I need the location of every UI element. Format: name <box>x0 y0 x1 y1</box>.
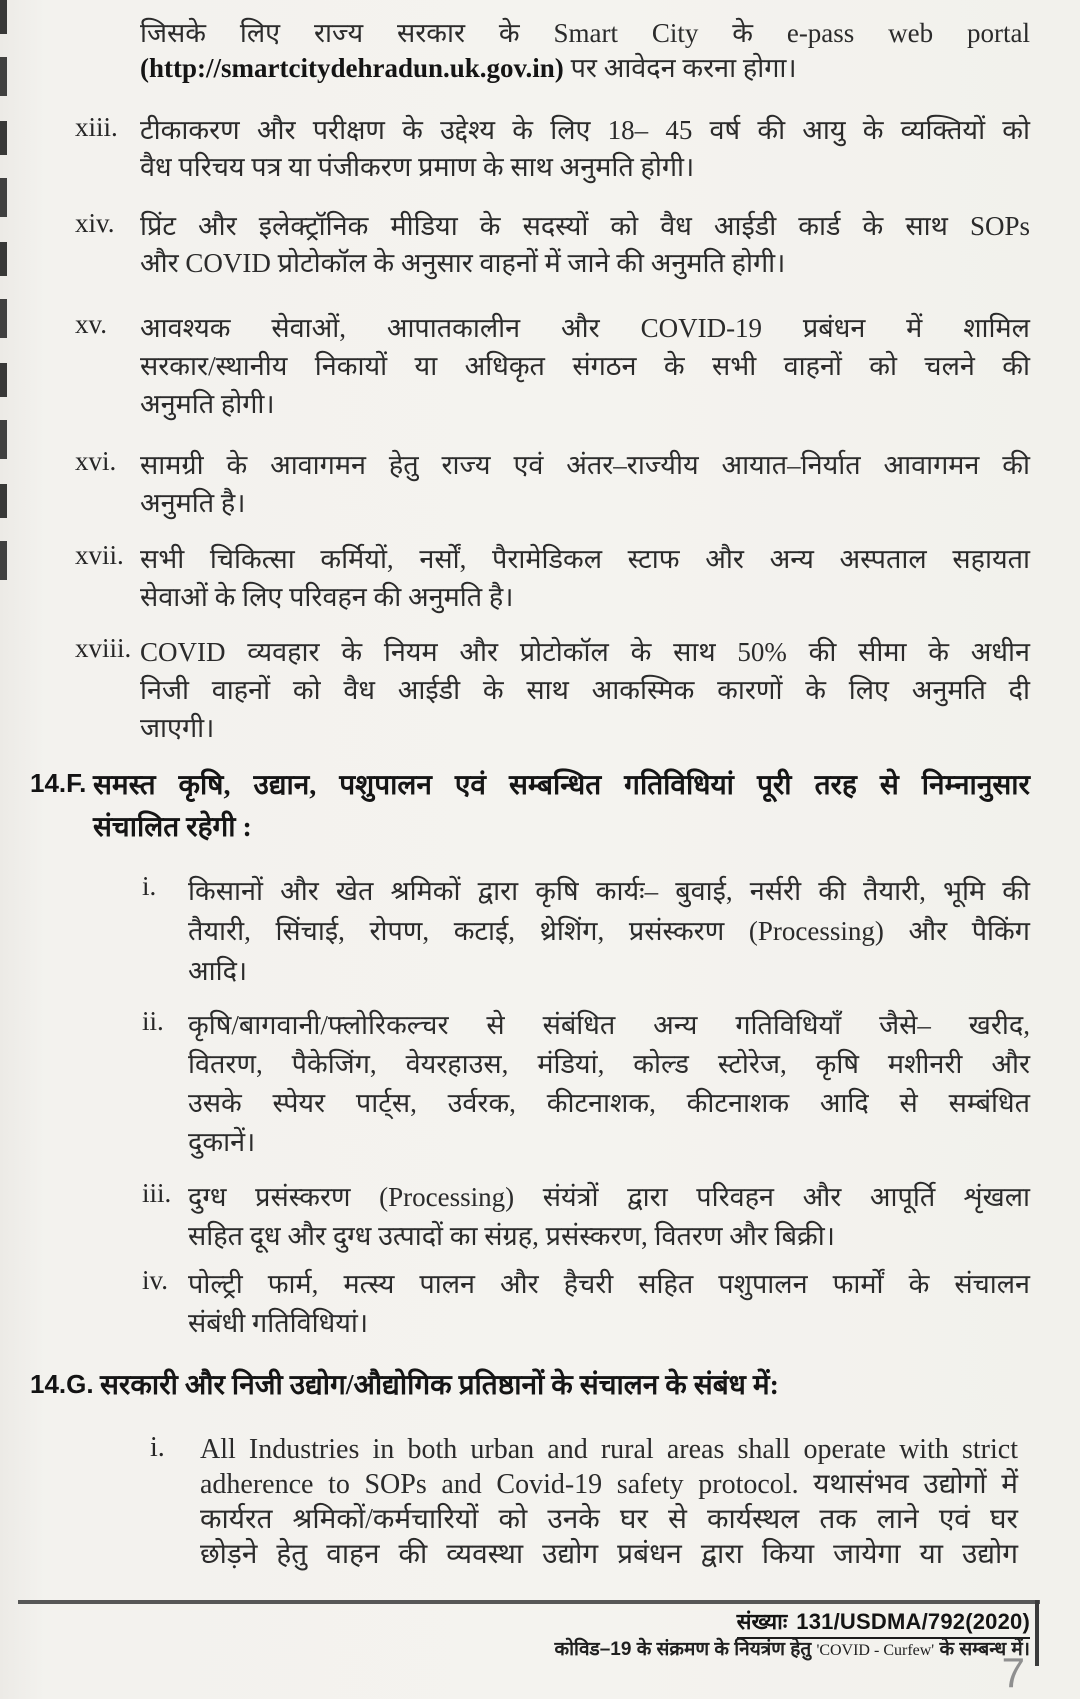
text-line: और COVID प्रोटोकॉल के अनुसार वाहनों में जाने की अनुमति होगी। <box>140 248 786 278</box>
text-line: निजी वाहनों को वैध आईडी के साथ आकस्मिक कारणों के लिए अनुमति दी <box>140 675 1030 705</box>
item-xv <box>140 309 1030 423</box>
text-line: कृषि/बागवानी/फ्लोरिकल्चर से संबंधित अन्य गतिविधियाँ जैसे– खरीद, <box>188 1010 1030 1040</box>
item-xviii <box>140 633 1030 747</box>
list-marker-g-i: i. <box>150 1432 165 1463</box>
footer-subject <box>555 1635 1030 1661</box>
section-14f-heading <box>93 765 1030 849</box>
item-f-i <box>188 871 1030 991</box>
intro-paragraph <box>140 16 1030 86</box>
text-line: संबंधी गतिविधियां। <box>188 1308 369 1338</box>
item-f-ii <box>188 1006 1030 1162</box>
item-xiii <box>140 112 1030 186</box>
text-line: अनुमति है। <box>140 488 246 518</box>
text-line: किसानों और खेत श्रमिकों द्वारा कृषि कार्यः– बुवाई, नर्सरी की तैयारी, भूमि की <box>188 876 1030 906</box>
footer-subject-latin: 'COVID - Curfew' <box>816 1642 935 1659</box>
footer-subject-pre: कोविड–19 के संक्रमण के नियत्रंण हेतु <box>554 1639 817 1660</box>
text-line: COVID व्यवहार के नियम और प्रोटोकॉल के साथ 50% की सीमा के अधीन <box>140 637 1030 667</box>
list-marker-f-iii: iii. <box>142 1178 172 1208</box>
text-line <box>140 51 1030 86</box>
footer-subject-post: के सम्बन्ध में। <box>934 1639 1030 1660</box>
scan-edge-artifact <box>0 0 7 592</box>
text-line: छोड़ने हेतु वाहन की व्यवस्था उद्योग प्रबंधन द्वारा किया जायेगा या उद्योग <box>200 1539 1018 1570</box>
item-f-iv <box>188 1265 1030 1343</box>
text-line: सामग्री के आवागमन हेतु राज्य एवं अंतर–राज्यीय आयात–निर्यात आवागमन की <box>140 450 1030 480</box>
text-line: टीकाकरण और परीक्षण के उद्देश्य के लिए 18– 45 वर्ष की आयु के व्यक्तियों को <box>140 115 1030 145</box>
list-marker-xviii: xviii. <box>75 633 132 663</box>
heading-line: संचालित रहेगी : <box>93 812 252 843</box>
list-marker-xv: xv. <box>75 309 107 339</box>
text-line: सहित दूध और दुग्ध उत्पादों का संग्रह, प्रसंस्करण, वितरण और बिक्री। <box>188 1221 835 1251</box>
text-line: अनुमति होगी। <box>140 389 275 419</box>
list-marker-f-i: i. <box>142 871 157 901</box>
text-line: प्रिंट और इलेक्ट्रॉनिक मीडिया के सदस्यों को वैध आईडी कार्ड के साथ SOPs <box>140 211 1030 241</box>
text-after-url: पर आवेदन करना होगा। <box>563 53 797 83</box>
heading-line: सरकारी और निजी उद्योग/औद्योगिक प्रतिष्ठानों के संचालन के संबंध में: <box>100 1370 779 1401</box>
heading-line: समस्त कृषि, उद्यान, पशुपालन एवं सम्बन्धित गतिविधियां पूरी तरह से निम्नानुसार <box>93 770 1030 801</box>
item-xiv <box>140 208 1030 282</box>
text-line: सभी चिकित्सा कर्मियों, नर्सों, पैरामेडिकल स्टाफ और अन्य अस्पताल सहायता <box>140 544 1030 574</box>
list-marker-f-ii: ii. <box>142 1006 164 1036</box>
section-label-14f: 14.F. <box>30 768 87 798</box>
text-line: दुग्ध प्रसंस्करण (Processing) संयंत्रों द्वारा परिवहन और आपूर्ति शृंखला <box>188 1182 1030 1212</box>
text-line: वितरण, पैकेजिंग, वेयरहाउस, मंडियां, कोल्ड स्टोरेज, कृषि मशीनरी और <box>188 1049 1030 1079</box>
footer-ref-number: 131/USDMA/792(2020) <box>796 1609 1030 1634</box>
text-line: adherence to SOPs and Covid-19 safety protocol. यथासंभव उद्योगों में <box>200 1469 1018 1500</box>
page-number: 7 <box>1001 1649 1025 1696</box>
section-14g-heading <box>100 1366 1030 1406</box>
text-line: वैध परिचय पत्र या पंजीकरण प्रमाण के साथ अनुमति होगी। <box>140 152 695 182</box>
footer-ref-label: संख्याः <box>736 1609 788 1634</box>
list-marker-xvii: xvii. <box>75 540 124 570</box>
text-line: कार्यरत श्रमिकों/कर्मचारियों को उनके घर से कार्यस्थल तक लाने एवं घर <box>200 1504 1018 1535</box>
section-label-14g: 14.G. <box>30 1369 94 1399</box>
text-line: पोल्ट्री फार्म, मत्स्य पालन और हैचरी सहित पशुपालन फार्मों के संचालन <box>188 1269 1030 1299</box>
item-f-iii <box>188 1178 1030 1256</box>
text-line: जाएगी। <box>140 713 215 743</box>
item-g-i <box>200 1432 1018 1572</box>
item-xvii <box>140 540 1030 616</box>
text-line: दुकानें। <box>188 1127 256 1157</box>
text-line: आदि। <box>188 956 248 986</box>
text-line: आवश्यक सेवाओं, आपातकालीन और COVID-19 प्रबंधन में शामिल <box>140 313 1030 343</box>
text-line: सरकार/स्थानीय निकायों या अधिकृत संगठन के सभी वाहनों को चलने की <box>140 351 1030 381</box>
text-line: तैयारी, सिंचाई, रोपण, कटाई, थ्रेशिंग, प्रसंस्करण (Processing) और पैकिंग <box>188 916 1030 946</box>
footer-rule <box>18 1600 1040 1604</box>
text-line: जिसके लिए राज्य सरकार के Smart City के e-pass web portal <box>140 18 1030 48</box>
item-xvi <box>140 446 1030 522</box>
text-line: All Industries in both urban and rural areas shall operate with strict <box>200 1434 1018 1465</box>
footer-vertical-line <box>1035 1600 1039 1666</box>
text-line: उसके स्पेयर पार्ट्स, उर्वरक, कीटनाशक, कीटनाशक आदि से सम्बंधित <box>188 1088 1030 1118</box>
text-line: सेवाओं के लिए परिवहन की अनुमति है। <box>140 582 514 612</box>
list-marker-xiii: xiii. <box>75 112 118 142</box>
portal-url-text: (http://smartcitydehradun.uk.gov.in) <box>140 53 564 83</box>
list-marker-xvi: xvi. <box>75 446 117 476</box>
list-marker-f-iv: iv. <box>142 1265 168 1295</box>
list-marker-xiv: xiv. <box>75 208 115 238</box>
